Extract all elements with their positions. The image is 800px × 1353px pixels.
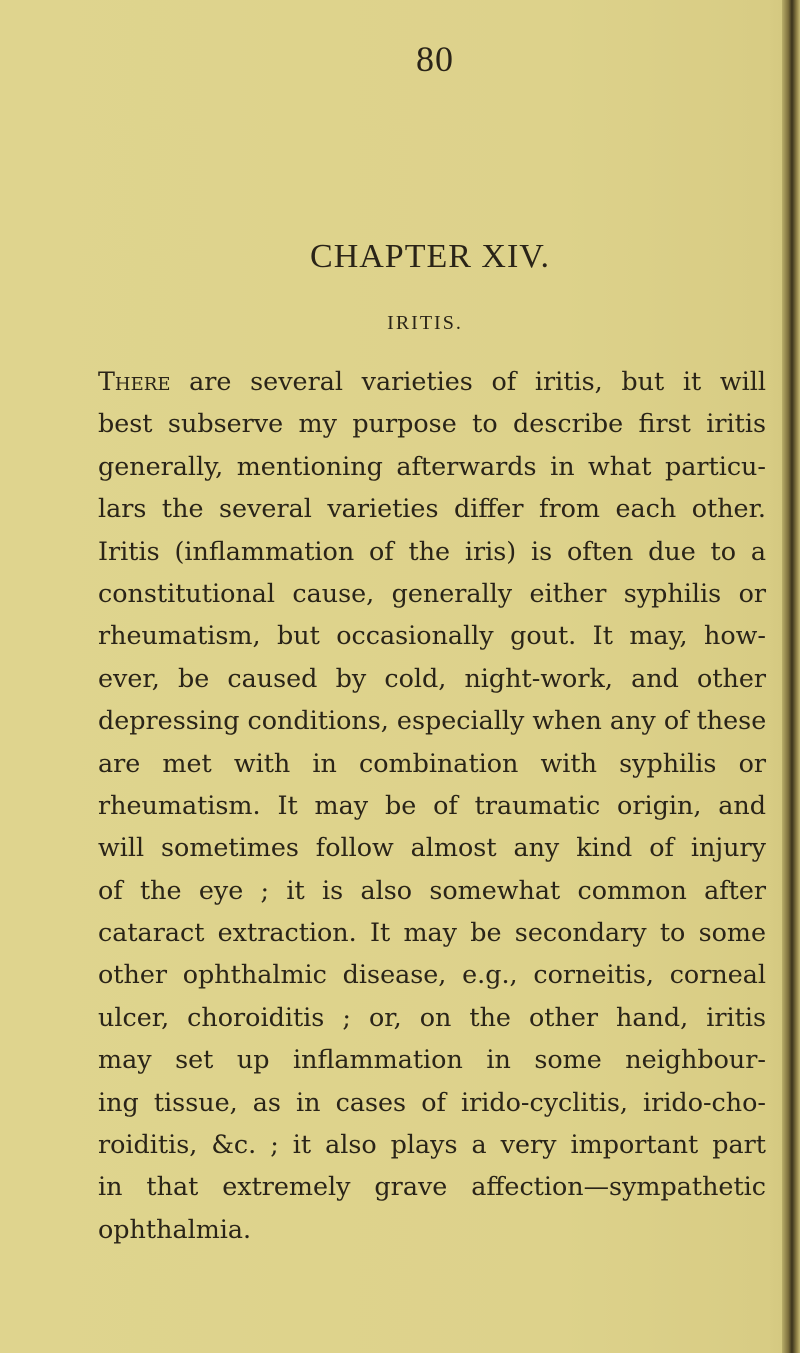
text-line: are met with in combination with syphilis or [98,747,766,778]
text-line: best subserve my purpose to describe first iritis [98,408,766,439]
page-number: 80 [416,39,454,79]
text-line: ing tissue, as in cases of irido-cyclitis, irido-cho- [98,1086,766,1117]
text-line: ulcer, choroiditis ; or, on the other hand, iritis [98,1001,766,1032]
text-line-content: are several varieties of iritis, but it will [170,366,766,396]
text-line: may set up inflammation in some neighbour- [98,1044,766,1075]
text-line: ever, be caused by cold, night-work, and other [98,662,766,693]
text-line: rheumatism, but occasionally gout. It may, how- [98,620,766,651]
text-line: generally, mentioning afterwards in what particu- [98,450,766,481]
text-line: depressing conditions, especially when any of these [98,705,767,736]
opening-word: There [98,366,171,396]
text-line: cataract extraction. It may be secondary to some [98,917,766,948]
text-line: roiditis, &c. ; it also plays a very important part [98,1129,766,1160]
section-heading: IRITIS. [387,312,463,334]
text-line: lars the several varieties differ from each other. [98,493,766,524]
text-line: constitutional cause, generally either syphilis or [98,577,766,608]
page-edge [782,0,800,1353]
text-line: Iritis (inflammation of the iris) is often due to a [98,535,766,566]
text-line: will sometimes follow almost any kind of injury [98,832,766,863]
text-line: rheumatism. It may be of traumatic origin, and [98,789,766,820]
text-line [98,360,766,402]
text-line: other ophthalmic disease, e.g., corneitis, corneal [98,959,766,990]
text-line: ophthalmia. [98,1213,252,1244]
text-line: of the eye ; it is also somewhat common after [98,874,766,905]
text-line: in that extremely grave affection—sympathetic [98,1171,766,1202]
chapter-heading: CHAPTER XIV. [310,238,550,275]
body-paragraph [98,360,766,1250]
